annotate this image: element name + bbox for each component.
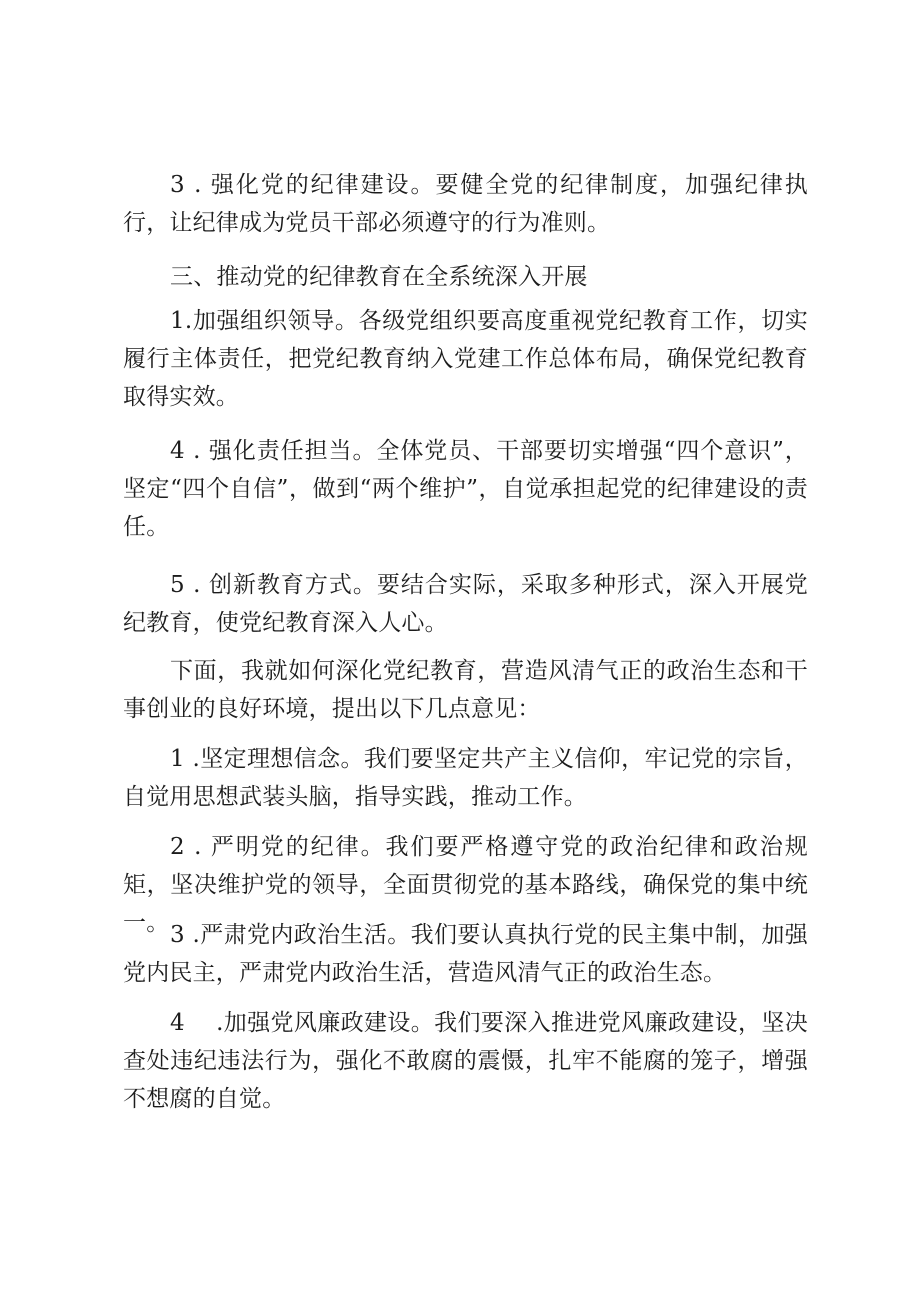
paragraph-party-discipline: 2 . 严明党的纪律。我们要严格遵守党的政治纪律和政治规矩，坚决维护党的领导，全面贯彻党的基本路线，确保党的集中统一。: [123, 834, 808, 936]
paragraph-organization-leadership: 1.加强组织领导。各级党组织要高度重视党纪教育工作，切实履行主体责任，把党纪教育纳入党建工作总体布局，确保党纪教育取得实效。: [123, 308, 808, 410]
paragraph-clean-governance: 4 .加强党风廉政建设。我们要深入推进党风廉政建设，坚决查处违纪违法行为，强化不敢腐的震慑，扎牢不能腐的笼子，增强不想腐的自觉。: [123, 1010, 808, 1112]
paragraph-intro-opinions: 下面，我就如何深化党纪教育，营造风清气正的政治生态和干事创业的良好环境，提出以下几点意见：: [123, 658, 808, 722]
paragraph-political-life: 3 .严肃党内政治生活。我们要认真执行党的民主集中制，加强党内民主，严肃党内政治生活，营造风清气正的政治生态。: [123, 922, 808, 986]
paragraph-education-methods: 5 . 创新教育方式。要结合实际，采取多种形式，深入开展党纪教育，使党纪教育深入人心。: [123, 572, 808, 636]
paragraph-responsibility: 4 . 强化责任担当。全体党员、干部要切实增强“四个意识”，坚定“四个自信”，做到“两个维护”，自觉承担起党的纪律建设的责任。: [123, 438, 808, 540]
section-heading-three: 三、推动党的纪律教育在全系统深入开展: [170, 264, 588, 290]
paragraph-discipline-building: 3 . 强化党的纪律建设。要健全党的纪律制度，加强纪律执行，让纪律成为党员干部必须遵守的行为准则。: [123, 172, 808, 236]
paragraph-ideals-beliefs: 1 .坚定理想信念。我们要坚定共产主义信仰，牢记党的宗旨，自觉用思想武装头脑，指导实践，推动工作。: [123, 746, 808, 810]
